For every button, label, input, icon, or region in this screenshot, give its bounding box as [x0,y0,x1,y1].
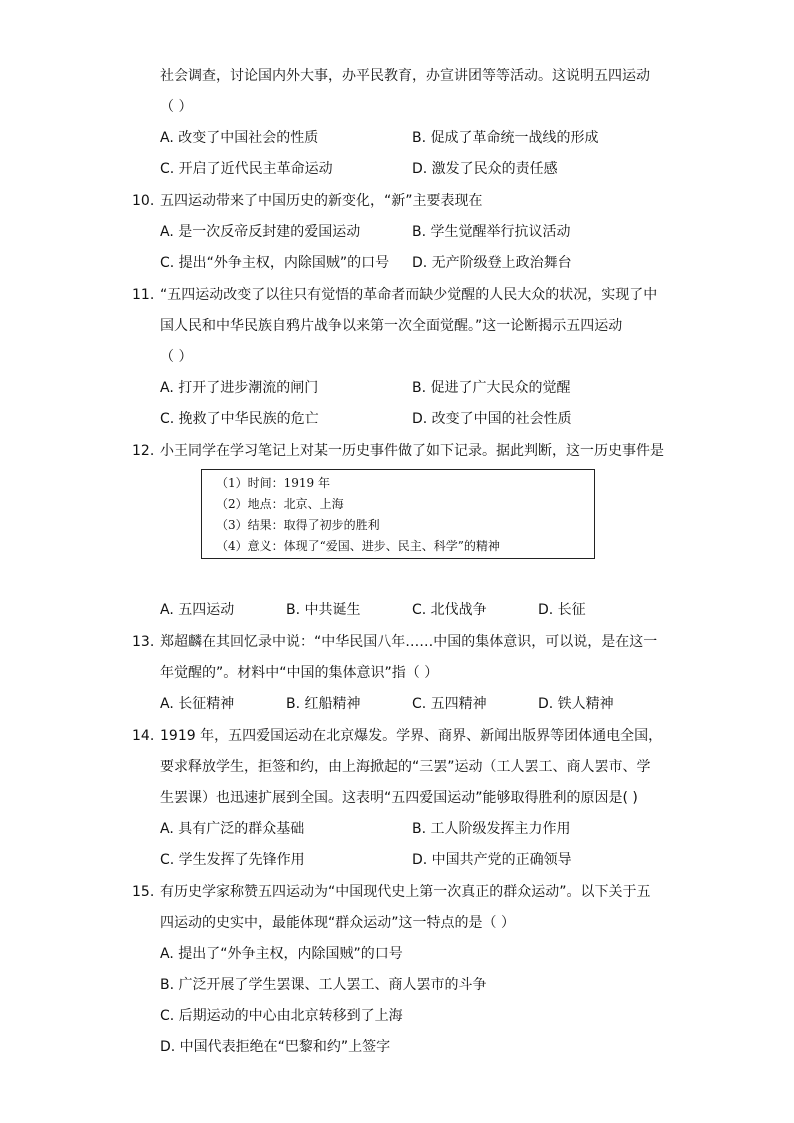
q9-answer-paren: （ ） [160,99,193,115]
q13-option-b: B. 红船精神 [286,696,361,712]
q12-note-result: （3）结果：取得了初步的胜利 [216,518,380,532]
q14-number: 14. [132,728,155,744]
q12-option-a: A. 五四运动 [160,602,235,618]
q10-option-c: C. 提出“外争主权，内除国贼”的口号 [160,255,390,271]
q12-stem: 小王同学在学习笔记上对某一历史事件做了如下记录。据此判断，这一历史事件是 [160,443,664,459]
q11-option-d: D. 改变了中国的社会性质 [412,411,572,427]
q9-option-a: A. 改变了中国社会的性质 [160,130,319,146]
q15-stem-line1: 有历史学家称赞五四运动为“中国现代史上第一次真正的群众运动”。以下关于五 [160,884,651,900]
q13-option-c: C. 五四精神 [412,696,487,712]
q15-stem-line2: 四运动的史实中，最能体现“群众运动”这一特点的是（ ） [160,915,515,931]
q9-option-c: C. 开启了近代民主革命运动 [160,161,333,177]
q13-stem-line2: 年觉醒的”。材料中“中国的集体意识”指（ ） [160,665,439,681]
q10-option-d: D. 无产阶级登上政治舞台 [412,255,572,271]
q12-option-d: D. 长征 [538,602,586,618]
q15-option-b: B. 广泛开展了学生罢课、工人罢工、商人罢市的斗争 [160,977,487,993]
q12-option-b: B. 中共诞生 [286,602,361,618]
q11-answer-paren: （ ） [160,349,193,365]
q10-option-a: A. 是一次反帝反封建的爱国运动 [160,224,361,240]
q9-stem: 社会调查，讨论国内外大事，办平民教育，办宣讲团等等活动。这说明五四运动 [160,68,650,84]
q10-number: 10. [132,193,155,209]
q12-note-place: （2）地点：北京、上海 [216,497,344,511]
q11-option-a: A. 打开了进步潮流的闸门 [160,380,319,396]
q12-option-c: C. 北伐战争 [412,602,487,618]
q11-stem-line1: “五四运动改变了以往只有觉悟的革命者而缺少觉醒的人民大众的状况，实现了中 [160,287,658,303]
q15-option-d: D. 中国代表拒绝在“巴黎和约”上签字 [160,1039,391,1055]
q13-number: 13. [132,634,155,650]
q11-stem-line2: 国人民和中华民族自鸦片战争以来第一次全面觉醒。”这一论断揭示五四运动 [160,318,623,334]
q14-option-a: A. 具有广泛的群众基础 [160,821,305,837]
q12-note-time: （1）时间：1919 年 [216,476,330,490]
q13-option-d: D. 铁人精神 [538,696,614,712]
q11-option-b: B. 促进了广大民众的觉醒 [412,380,571,396]
q13-option-a: A. 长征精神 [160,696,235,712]
q15-option-a: A. 提出了“外争主权，内除国贼”的口号 [160,946,403,962]
q14-stem-line2: 要求释放学生，拒签和约，由上海掀起的“三罢”运动（工人罢工、商人罢市、学 [160,759,651,775]
q15-number: 15. [132,884,155,900]
q9-option-d: D. 激发了民众的责任感 [412,161,558,177]
q14-option-b: B. 工人阶级发挥主力作用 [412,821,571,837]
q11-option-c: C. 挽救了中华民族的危亡 [160,411,319,427]
q12-number: 12. [132,443,155,459]
q12-notes-box [201,469,595,559]
q13-stem-line1: 郑超麟在其回忆录中说：“中华民国八年……中国的集体意识，可以说，是在这一 [160,634,658,650]
q14-stem-line1: 1919 年，五四爱国运动在北京爆发。学界、商界、新闻出版界等团体通电全国， [160,728,663,744]
q12-note-significance: （4）意义：体现了“爱国、进步、民主、科学”的精神 [216,539,500,553]
q14-option-c: C. 学生发挥了先锋作用 [160,852,305,868]
q15-option-c: C. 后期运动的中心由北京转移到了上海 [160,1008,403,1024]
q14-stem-line3: 生罢课）也迅速扩展到全国。这表明“五四爱国运动”能够取得胜利的原因是( ) [160,790,638,806]
q14-option-d: D. 中国共产党的正确领导 [412,852,572,868]
q11-number: 11. [132,287,155,303]
q10-option-b: B. 学生觉醒举行抗议活动 [412,224,571,240]
q10-stem: 五四运动带来了中国历史的新变化，“新”主要表现在 [160,193,483,209]
q9-option-b: B. 促成了革命统一战线的形成 [412,130,599,146]
